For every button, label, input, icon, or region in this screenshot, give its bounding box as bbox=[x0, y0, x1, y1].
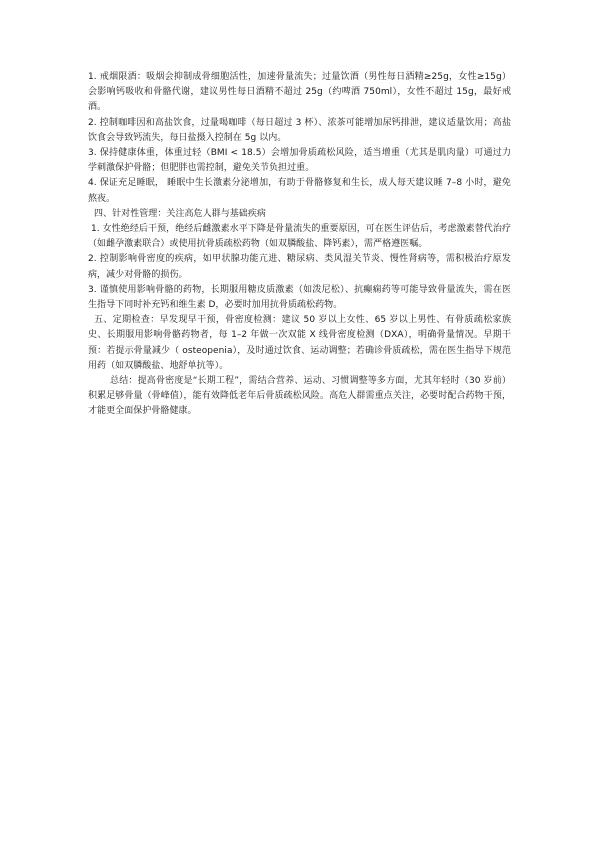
paragraph-regular-checkup: 五、定期检查：早发现早干预，骨密度检测：建议 50 岁以上女性、65 岁以上男性、有骨质疏松家族史、长期服用影响骨骼药物者，每 1–2 年做一次双能 X 线骨密度检测（DXA），明确骨量情况。早期干预：若提示骨量减少（ osteopenia），及时通过饮食、运动调整；若确诊骨质疏松，需在医生指导下规范用药（如双膦酸盐、地舒单抗等）。 bbox=[88, 315, 511, 371]
document-body bbox=[88, 70, 511, 420]
paragraph-healthy-weight: 3. 保持健康体重，体重过轻（BMI < 18.5）会增加骨质疏松风险，适当增重（尤其是肌肉量）可通过力学刺激保护骨骼；但肥胖也需控制，避免关节负担过重。 bbox=[88, 148, 511, 174]
section-heading-targeted-management: 四、针对性管理：关注高危人群与基础疾病 bbox=[94, 208, 266, 219]
paragraph-caffeine-salt: 2. 控制咖啡因和高盐饮食，过量喝咖啡（每日超过 3 杯）、浓茶可能增加尿钙排泄，建议适量饮用；高盐饮食会导致钙流失，每日盐摄入控制在 5g 以内。 bbox=[88, 117, 511, 143]
paragraph-summary: 总结：提高骨密度是“长期工程”，需结合营养、运动、习惯调整等多方面，尤其年轻时（30 岁前）积累足够骨量（骨峰值），能有效降低老年后骨质疏松风险。高危人群需重点关注，必要时配合药物干预，才能更全面保护骨骼健康。 bbox=[88, 376, 511, 417]
paragraph-medications: 3. 谨慎使用影响骨骼的药物，长期服用糖皮质激素（如泼尼松）、抗癫痫药等可能导致骨量流失，需在医生指导下同时补充钙和维生素 D，必要时加用抗骨质疏松药物。 bbox=[88, 284, 511, 311]
paragraph-menopause: 1. 女性绝经后干预，绝经后雌激素水平下降是骨量流失的重要原因，可在医生评估后，考虑激素替代治疗（如雌孕激素联合）或使用抗骨质疏松药物（如双膦酸盐、降钙素），需严格遵医嘱。 bbox=[88, 224, 511, 250]
paragraph-quit-smoking-alcohol: 1. 戒烟限酒：吸烟会抑制成骨细胞活性，加速骨量流失；过量饮酒（男性每日酒精≥25g，女性≥15g）会影响钙吸收和骨骼代谢，建议男性每日酒精不超过 25g（约啤酒 750ml），女性不超过 15g，最好戒酒。 bbox=[88, 72, 511, 113]
paragraph-diseases: 2. 控制影响骨密度的疾病，如甲状腺功能亢进、糖尿病、类风湿关节炎、慢性肾病等，需积极治疗原发病，减少对骨骼的损伤。 bbox=[88, 254, 511, 280]
paragraph-sleep: 4. 保证充足睡眠， 睡眠中生长激素分泌增加，有助于骨骼修复和生长，成人每天建议睡 7–8 小时，避免熬夜。 bbox=[88, 178, 511, 204]
